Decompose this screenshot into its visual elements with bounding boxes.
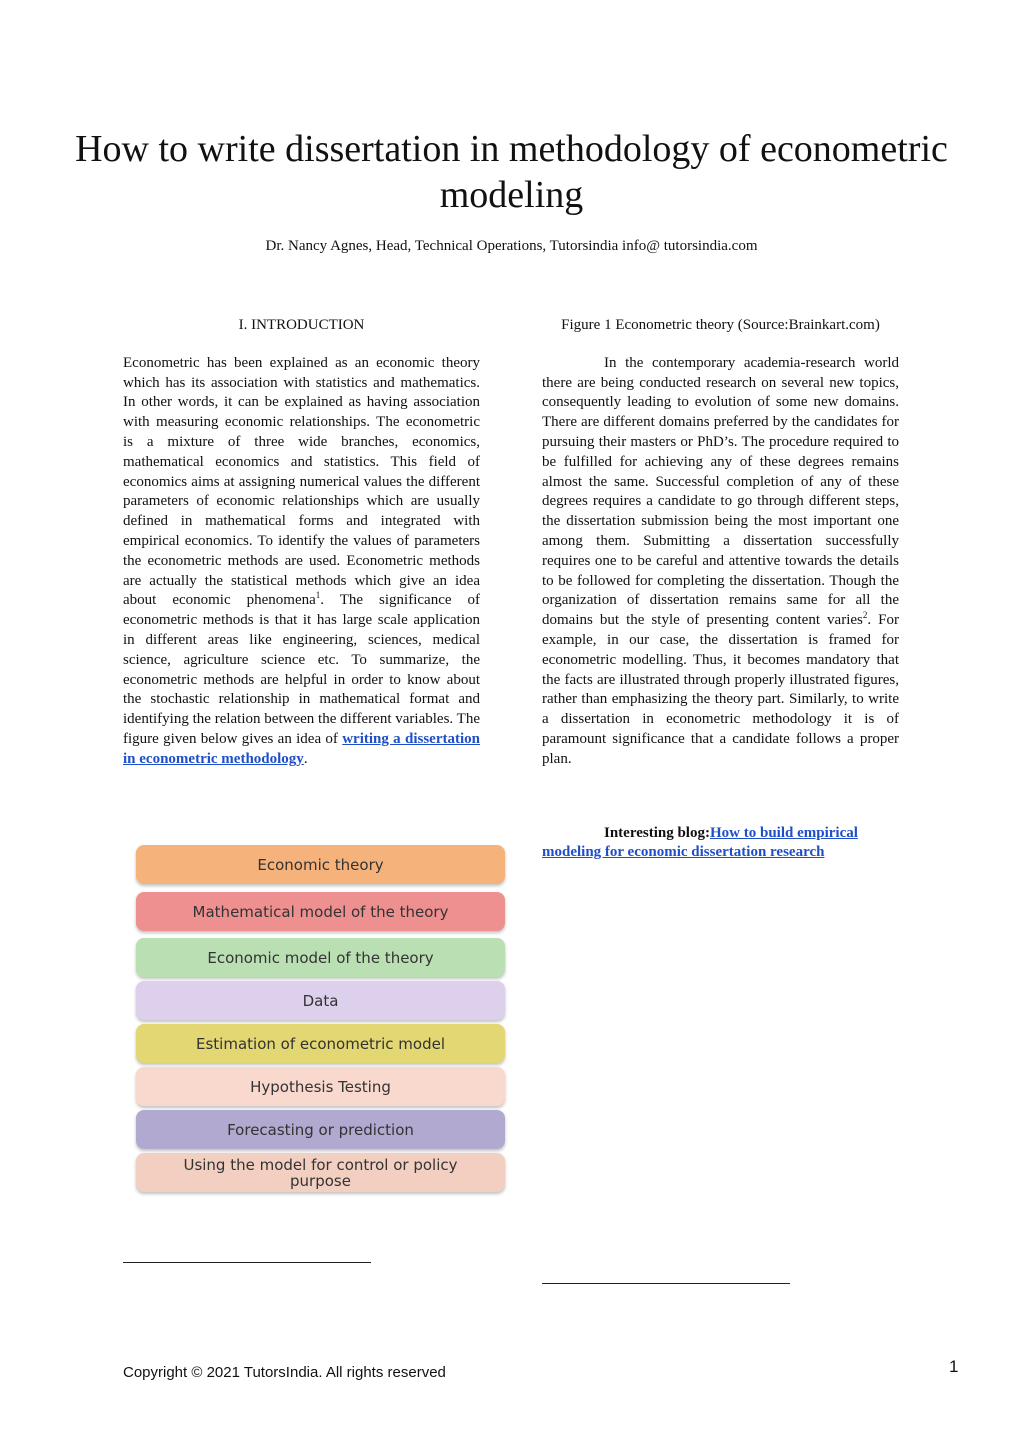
right-column — [542, 316, 899, 863]
figure-step-label: Estimation of econometric model — [196, 1034, 445, 1053]
page-number: 1 — [949, 1357, 959, 1376]
figure-caption: Figure 1 Econometric theory (Source:Brainkart.com) — [561, 317, 880, 333]
left-column — [123, 316, 480, 770]
figure-step-5 — [136, 1024, 505, 1063]
footnote-divider-left — [123, 1262, 371, 1263]
right-text-a: In the contemporary academia-research world there are being conducted research on several new topics, consequently leading to evolution of some new domains. There are different domains preferred by the candidates for pursuing their masters or PhD’s. The procedure required to be fulfilled for achieving any of these degrees remains almost the same. Successful completion of any of these degrees requires a candidate to go through different steps, the dissertation submission being the most important one among them. Submitting a dissertation successfully requires one to be careful and attentive towards the details to be followed for completing the dissertation. Though the organization of dissertation remains same for all the domains but the style of presenting content varies — [542, 354, 899, 629]
interesting-blog — [542, 824, 899, 864]
figure-step-label: Economic theory — [257, 855, 384, 874]
econometric-theory-figure — [136, 845, 505, 1195]
section-heading-introduction: I. INTRODUCTION — [238, 317, 365, 333]
figure-step-label: Forecasting or prediction — [227, 1120, 414, 1139]
dissertation-methodology-link[interactable]: writing a dissertation in econometric methodology — [123, 730, 480, 767]
right-paragraph — [542, 354, 899, 770]
paper-title: How to write dissertation in methodology of econometric modeling — [75, 128, 948, 216]
author-line: Dr. Nancy Agnes, Head, Technical Operations, Tutorsindia info@ tutorsindia.com — [265, 238, 758, 254]
figure-step-label: Hypothesis Testing — [250, 1077, 391, 1096]
figure-step-4 — [136, 981, 505, 1020]
figure-step-label: Using the model for control or policy purpose — [183, 1155, 458, 1190]
figure-step-6 — [136, 1067, 505, 1106]
figure-step-2 — [136, 892, 505, 931]
figure-step-label: Mathematical model of the theory — [192, 902, 449, 921]
figure-step-3 — [136, 938, 505, 977]
figure-step-label: Data — [302, 991, 339, 1010]
footnote-divider-right — [542, 1283, 790, 1284]
blog-label: Interesting blog: — [604, 824, 710, 841]
blog-link[interactable]: How to build empirical modeling for economic dissertation research — [542, 824, 858, 861]
figure-step-7 — [136, 1110, 505, 1149]
footnote-ref-1: 1 — [315, 590, 321, 601]
figure-step-label: Economic model of the theory — [207, 948, 434, 967]
introduction-paragraph — [123, 354, 480, 770]
figure-step-8 — [136, 1153, 505, 1192]
intro-text-a: Econometric has been explained as an economic theory which has its association with statistics and mathematics. In other words, it can be explained as having association with measuring economic relationships. The econometric is a mixture of three wide branches, economics, mathematical economics and statistics. This field of economics aims at assigning numerical values the different parameters of economic relationships which are usually defined in mathematical forms and integrated with empirical economics. To identify the values of parameters the econometric methods are used. Econometric methods are actually the statistical methods which give an idea about economic phenomena — [123, 354, 480, 609]
copyright-notice: Copyright © 2021 TutorsIndia. All rights reserved — [123, 1364, 446, 1381]
figure-step-1 — [136, 845, 505, 884]
intro-text-b: . The significance of econometric methods is that it has large scale application in different areas like engineering, sciences, medical science, agriculture science etc. To summarize, the econometric methods are helpful in order to know about the stochastic relationship in mathematical format and identifying the relation between the different variables. The figure given below gives an idea of — [123, 592, 480, 747]
intro-end: . — [303, 750, 308, 767]
footnote-ref-2: 2 — [862, 610, 868, 621]
right-text-b: . For example, in our case, the dissertation is framed for econometric modelling. Thus, it becomes mandatory that the facts are illustrated through properly illustrated figures, rather than emphasizing the theory part. Similarly, to write a dissertation in econometric methodology it is of paramount significance that a candidate follows a proper plan. — [542, 612, 899, 767]
